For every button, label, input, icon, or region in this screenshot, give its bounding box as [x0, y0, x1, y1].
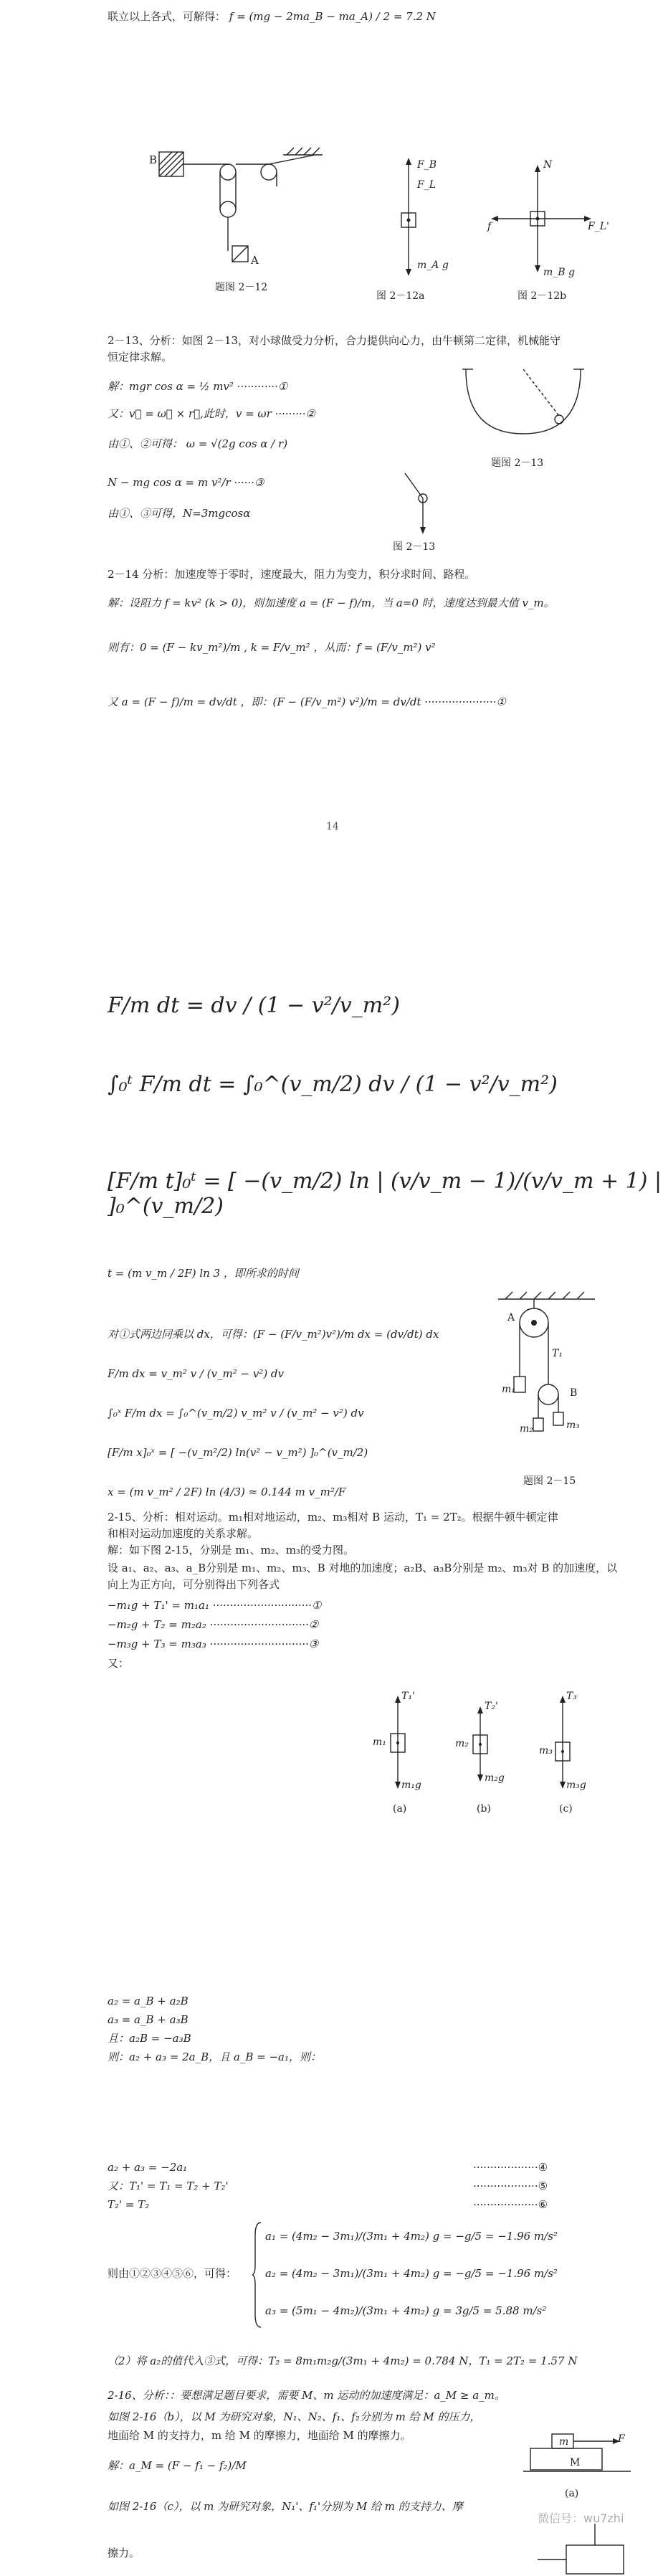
p216-line5: 如图 2-16（c），以 m 为研究对象，N₁'、f₁'分别为 M 给 m 的支持力、摩	[108, 2500, 463, 2513]
caption-fig-2-15: 题图 2－15	[523, 1475, 576, 1487]
fig216-M: M	[570, 2457, 581, 2468]
figure-2-13-bowl	[459, 362, 588, 448]
fbd-m1g: m₁g	[401, 1779, 421, 1791]
p215-eq3: −m₃g + T₃ = m₃a₃ ·····························③	[108, 1638, 319, 1650]
fbd-m2: m₂	[455, 1738, 469, 1749]
rel-7: T₂' = T₂	[108, 2198, 150, 2211]
label-N: N	[543, 159, 553, 171]
label-B: B	[149, 153, 158, 166]
fbd-T3: T₃	[566, 1691, 577, 1702]
page-number: 14	[326, 821, 339, 832]
line-combine-result	[108, 9, 436, 24]
p213-sol5: 由①、③可得，N=3mgcosα	[108, 507, 251, 520]
figure-2-12-pulley	[143, 143, 344, 287]
rel-6: 又：T₁' = T₁ = T₂ + T₂'	[108, 2180, 229, 2192]
p215-line4: 设 a₁、a₂、a₃、a_B分别是 m₁、m₂、m₃、B 对地的加速度；a₂B、a₃B分别是 m₂、m₃对 B 的加速度，以	[108, 1562, 618, 1574]
p216-line1: 2-16、分析：：要想满足题目要求，需要 M、m 运动的加速度满足：a_M ≥ a_m。	[108, 2389, 505, 2402]
label-A: A	[251, 254, 259, 267]
p213-sol1: 解：mgr cos α = ½ mv² ············①	[108, 380, 288, 393]
fbd-T2: T₂'	[485, 1701, 498, 1712]
p215-eq1: −m₁g + T₁' = m₁a₁ ·····························①	[108, 1599, 322, 1612]
figure-2-13-free-body	[391, 466, 455, 538]
p214-line2: 解：设阻力 f = kv² (k > 0)，则加速度 a = (F − f)/m，当 a=0 时，速度达到最大值 v_m。	[108, 597, 555, 609]
fig215-label-m2: m₂	[520, 1423, 533, 1435]
fig216-F: F	[618, 2433, 625, 2445]
fbd-m2g: m₂g	[485, 1772, 505, 1784]
fig216-m: m	[559, 2436, 569, 2448]
rel-6-num: ···················⑤	[473, 2180, 548, 2192]
fbd-label-b: (b)	[477, 1803, 491, 1815]
p213-line1: 2－13、分析：如图 2－13，对小球做受力分析，合力提供向心力，由牛顿第二定律，机械能守	[108, 334, 561, 347]
rel-4: 则：a₂ + a₃ = 2a_B，且 a_B = −a₁，则：	[108, 2050, 321, 2063]
rel-5: a₂ + a₃ = −2a₁	[108, 2161, 188, 2174]
rel-5-num: ···················④	[473, 2161, 548, 2174]
p213-sol4: N − mg cos α = m v²/r ······③	[108, 476, 264, 489]
label-mBg: m_B g	[543, 267, 575, 278]
sol-tension: （2）将 a₂的值代入③式，可得：T₂ = 8m₁m₂g/(3m₁ + 4m₂) = 0.784 N，T₁ = 2T₂ = 1.57 N	[108, 2354, 578, 2367]
p215-line5: 向上为正方向，可分别得出下列各式	[108, 1578, 280, 1591]
fig215-label-T1: T₁	[552, 1348, 563, 1359]
sol-a3: a₃ = (5m₁ − 4m₂)/(3m₁ + 4m₂) g = 3g/5 = 5.88 m/s²	[265, 2304, 547, 2317]
fig215-label-B: B	[570, 1387, 578, 1399]
label-mAg: m_A g	[417, 260, 449, 271]
eq-2: ∫₀ᵗ F/m dt = ∫₀^(v_m/2) dv / (1 − v²/v_m²)	[108, 1072, 558, 1097]
sol-a2: a₂ = (4m₂ − 3m₁)/(3m₁ + 4m₂) g = −g/5 = −1.96 m/s²	[265, 2267, 558, 2280]
p213-sol2: 又：v⃗ = ω⃗ × r⃗,此时，v = ωr ·········②	[108, 407, 315, 420]
rel-1: a₂ = a_B + a₂B	[108, 1995, 189, 2007]
eq-4: t = (m v_m / 2F) ln 3 ，即所求的时间	[108, 1267, 299, 1280]
caption-fig-2-13a: 题图 2－13	[491, 457, 544, 469]
figure-2-12b-free-body	[487, 161, 602, 283]
eq-6: F/m dx = v_m² v / (v_m² − v²) dv	[108, 1367, 285, 1380]
eq-9: x = (m v_m² / 2F) ln (4/3) ≈ 0.144 m v_m²/F	[108, 1486, 346, 1498]
eq-7: ∫₀ˣ F/m dx = ∫₀^(v_m/2) v_m² v / (v_m² − v²) dv	[108, 1407, 364, 1420]
equation-f-result: f = (mg − 2ma_B − ma_A) / 2 = 7.2 N	[229, 10, 436, 23]
figure-2-16b-partial	[523, 2524, 638, 2574]
sol-prefix: 则由①②③④⑤⑥，可得：	[108, 2267, 237, 2280]
watermark: 微信号：wu7zhi	[538, 2511, 624, 2525]
p213-line2: 恒定律求解。	[108, 351, 173, 363]
p213-sol3: 由①、②可得： ω = √(2g cos α / r)	[108, 437, 288, 450]
p214-line1: 2－14 分析：加速度等于零时，速度最大，阻力为变力，积分求时间、路程。	[108, 568, 476, 581]
p214-line3: 则有：0 = (F − kv_m²)/m , k = F/v_m² ，从而：f = (F/v_m²) v²	[108, 641, 436, 654]
fbd-label-c: (c)	[559, 1803, 573, 1815]
p215-eq2: −m₂g + T₂ = m₂a₂ ·····························②	[108, 1618, 319, 1631]
caption-fig-2-12a: 图 2－12a	[376, 290, 425, 302]
eq-5: 对①式两边同乘以 dx，可得：(F − (F/v_m²)v²)/m dx = (dv/dt) dx	[108, 1328, 439, 1341]
fig215-label-m3: m₃	[566, 1420, 580, 1431]
fig215-label-A: A	[507, 1312, 515, 1323]
label-f: f	[487, 221, 492, 232]
p215-line2: 和相对运动加速度的关系求解。	[108, 1527, 259, 1540]
eq-8: [F/m x]₀ˣ = [ −(v_m²/2) ln(v² − v_m²) ]₀^(v_m/2)	[108, 1446, 368, 1459]
fbd-m3g: m₃g	[566, 1779, 586, 1791]
rel-7-num: ···················⑥	[473, 2198, 548, 2211]
p215-line3: 解：如下图 2-15，分别是 m₁、m₂、m₃的受力图。	[108, 1544, 354, 1556]
brace-left	[252, 2221, 262, 2329]
p215-you: 又：	[108, 1657, 130, 1670]
sol-a1: a₁ = (4m₂ − 3m₁)/(3m₁ + 4m₂) g = −g/5 = −1.96 m/s²	[265, 2230, 558, 2243]
fig215-label-m1: m₁	[502, 1384, 515, 1395]
fig216-label-a: (a)	[565, 2488, 579, 2499]
fbd-T1: T₁'	[401, 1691, 415, 1702]
p216-line2: 如图 2-16（b），以 M 为研究对象，N₁、N₂、f₁、f₂分别为 m 给 M 的压力，	[108, 2410, 481, 2423]
caption-fig-2-12b: 图 2－12b	[517, 290, 567, 302]
caption-fig-2-13b: 图 2－13	[393, 541, 436, 553]
rel-3: 且：a₂B = −a₃B	[108, 2032, 191, 2045]
p216-line3: 地面给 M 的支持力，m 给 M 的摩擦力，地面给 M 的摩擦力。	[108, 2429, 411, 2442]
fbd-label-a: (a)	[393, 1803, 407, 1815]
p214-line4: 又 a = (F − f)/m = dv/dt ，即：(F − (F/v_m²) v²)/m = dv/dt ·····················①	[108, 695, 506, 708]
label-FL-prime: F_L'	[588, 221, 609, 232]
caption-fig-2-12: 题图 2－12	[215, 282, 268, 293]
p215-line1: 2-15、分析：相对运动。m₁相对地运动，m₂、m₃相对 B 运动，T₁ = 2T₂。根据牛顿牛顿定律	[108, 1511, 558, 1524]
text-combine: 联立以上各式，可解得：	[108, 10, 226, 23]
rel-2: a₃ = a_B + a₃B	[108, 2013, 189, 2026]
label-FL: F_L	[417, 179, 437, 191]
p216-line6: 擦力。	[108, 2547, 140, 2560]
eq-1: F/m dt = dv / (1 − v²/v_m²)	[108, 993, 400, 1018]
label-FB: F_B	[417, 159, 437, 171]
fbd-m3: m₃	[539, 1745, 553, 1757]
p216-line4: 解：a_M = (F − f₁ − f₂)/M	[108, 2459, 247, 2472]
fbd-m1: m₁	[373, 1736, 386, 1748]
eq-3: [F/m t]₀ᵗ = [ −(v_m/2) ln | (v/v_m − 1)/(v/v_m + 1) | ]₀^(v_m/2)	[108, 1169, 662, 1219]
